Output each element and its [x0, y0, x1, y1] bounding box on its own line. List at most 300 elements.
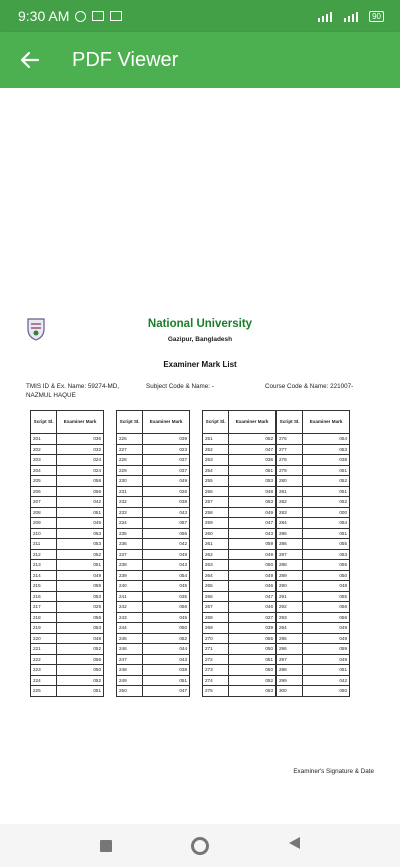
- examiner-mark: 032: [57, 444, 104, 455]
- script-sl: 271: [203, 644, 229, 655]
- script-sl: 217: [31, 602, 57, 613]
- examiner-mark: 053: [57, 591, 104, 602]
- script-sl: 218: [31, 612, 57, 623]
- script-sl: 212: [31, 549, 57, 560]
- examiner-mark: 056: [57, 612, 104, 623]
- table-row: [31, 602, 104, 613]
- examiner-mark: 051: [303, 465, 350, 476]
- examiner-mark: 027: [229, 612, 276, 623]
- examiner-mark: 038: [143, 497, 190, 508]
- table-row: [203, 434, 276, 445]
- table-row: [203, 612, 276, 623]
- examiner-mark: 052: [303, 476, 350, 487]
- table-row: [117, 623, 190, 634]
- script-sl: 296: [277, 644, 303, 655]
- examiner-name: NAZMUL HAQUE: [26, 392, 76, 399]
- examiner-mark: 046: [229, 581, 276, 592]
- script-sl: 293: [277, 612, 303, 623]
- examiner-mark: 049: [303, 633, 350, 644]
- table-row: [203, 507, 276, 518]
- script-sl: 233: [117, 507, 143, 518]
- script-sl: 252: [203, 444, 229, 455]
- script-sl: 261: [203, 539, 229, 550]
- table-row: [31, 570, 104, 581]
- table-row: [31, 591, 104, 602]
- script-sl: 238: [117, 560, 143, 571]
- script-sl: 268: [203, 612, 229, 623]
- script-sl: 235: [117, 528, 143, 539]
- examiner-mark: 036: [229, 455, 276, 466]
- table-row: [203, 539, 276, 550]
- table-row: [277, 476, 350, 487]
- table-row: [203, 455, 276, 466]
- table-row: [277, 612, 350, 623]
- examiner-mark: 050: [303, 686, 350, 697]
- examiner-mark: 045: [143, 612, 190, 623]
- list-title: Examiner Mark List: [163, 360, 237, 369]
- script-sl: 216: [31, 591, 57, 602]
- examiner-mark: 044: [143, 644, 190, 655]
- examiner-mark: 054: [303, 434, 350, 445]
- examiner-mark: 037: [143, 455, 190, 466]
- table-row: [203, 654, 276, 665]
- table-row: [203, 528, 276, 539]
- table-row: [277, 633, 350, 644]
- table-row: [277, 465, 350, 476]
- examiner-mark: 058: [57, 476, 104, 487]
- mark-table: [116, 410, 190, 697]
- table-row: [31, 507, 104, 518]
- examiner-info: [26, 382, 119, 400]
- script-sl: 287: [277, 549, 303, 560]
- script-sl: 264: [203, 570, 229, 581]
- circle-icon: [191, 837, 209, 855]
- script-sl: 280: [277, 476, 303, 487]
- examiner-mark: 056: [303, 612, 350, 623]
- script-sl: 298: [277, 665, 303, 676]
- examiner-mark: 049: [229, 549, 276, 560]
- script-sl: 255: [203, 476, 229, 487]
- battery-icon: [369, 11, 384, 22]
- examiner-mark: 053: [303, 444, 350, 455]
- examiner-mark: 023: [143, 444, 190, 455]
- table-row: [117, 465, 190, 476]
- signal-icon: [317, 10, 337, 22]
- script-sl: 204: [31, 465, 57, 476]
- examiner-mark: 055: [303, 539, 350, 550]
- script-sl: 273: [203, 665, 229, 676]
- examiner-mark: 042: [303, 675, 350, 686]
- table-row: [31, 581, 104, 592]
- script-sl: 288: [277, 560, 303, 571]
- notification-icon: [92, 11, 104, 21]
- table-row: [31, 612, 104, 623]
- examiner-mark: 059: [57, 581, 104, 592]
- triangle-back-icon: [288, 836, 301, 850]
- table-row: [203, 444, 276, 455]
- examiner-mark: 037: [143, 465, 190, 476]
- script-sl: 219: [31, 623, 57, 634]
- table-row: [277, 560, 350, 571]
- script-sl: 300: [277, 686, 303, 697]
- script-sl: 263: [203, 560, 229, 571]
- examiner-mark: 056: [143, 602, 190, 613]
- examiner-mark: 053: [229, 476, 276, 487]
- examiner-mark: 043: [143, 507, 190, 518]
- script-sl: 267: [203, 602, 229, 613]
- script-sl: 236: [117, 539, 143, 550]
- examiner-mark: 051: [143, 675, 190, 686]
- column-header-mark: Examiner Mark: [143, 411, 190, 434]
- examiner-mark: 052: [57, 644, 104, 655]
- examiner-mark: 047: [229, 518, 276, 529]
- status-time: 9:30 AM: [18, 8, 70, 24]
- examiner-mark: 038: [143, 665, 190, 676]
- table-row: [277, 602, 350, 613]
- tmis-label: TMIS ID & Ex. Name: 59274-MD,: [26, 383, 120, 390]
- examiner-mark: 047: [143, 686, 190, 697]
- examiner-mark: 059: [303, 644, 350, 655]
- table-row: [277, 581, 350, 592]
- examiner-mark: 035: [143, 591, 190, 602]
- signature-label: Examiner's Signature & Date: [293, 768, 374, 775]
- mark-table: [276, 410, 350, 697]
- script-sl: 290: [277, 581, 303, 592]
- script-sl: 284: [277, 518, 303, 529]
- table-row: [117, 665, 190, 676]
- table-row: [203, 518, 276, 529]
- table-row: [117, 518, 190, 529]
- subject-label: Subject Code & Name: -: [146, 383, 214, 390]
- recents-button[interactable]: [100, 840, 112, 852]
- script-sl: 241: [117, 591, 143, 602]
- examiner-mark: 050: [229, 560, 276, 571]
- examiner-mark: 039: [143, 434, 190, 445]
- table-row: [277, 444, 350, 455]
- examiner-mark: 052: [229, 675, 276, 686]
- script-sl: 251: [203, 434, 229, 445]
- script-sl: 220: [31, 633, 57, 644]
- script-sl: 246: [117, 644, 143, 655]
- table-row: [277, 644, 350, 655]
- examiner-mark: 048: [57, 633, 104, 644]
- table-row: [31, 623, 104, 634]
- script-sl: 269: [203, 623, 229, 634]
- examiner-mark: 043: [143, 560, 190, 571]
- examiner-mark: 045: [143, 581, 190, 592]
- examiner-mark: 039: [229, 623, 276, 634]
- examiner-mark: 049: [229, 507, 276, 518]
- examiner-mark: 051: [57, 560, 104, 571]
- script-sl: 254: [203, 465, 229, 476]
- table-row: [117, 434, 190, 445]
- script-sl: 278: [277, 455, 303, 466]
- table-row: [203, 675, 276, 686]
- table-row: [117, 455, 190, 466]
- examiner-mark: 053: [229, 686, 276, 697]
- examiner-mark: 057: [143, 518, 190, 529]
- examiner-mark: 056: [303, 560, 350, 571]
- table-row: [31, 654, 104, 665]
- mark-table: [30, 410, 104, 697]
- table-row: [203, 549, 276, 560]
- table-row: [117, 497, 190, 508]
- examiner-mark: 055: [303, 591, 350, 602]
- examiner-mark: 042: [143, 539, 190, 550]
- script-sl: 256: [203, 486, 229, 497]
- examiner-mark: 051: [229, 465, 276, 476]
- table-row: [277, 497, 350, 508]
- script-sl: 226: [117, 434, 143, 445]
- script-sl: 248: [117, 665, 143, 676]
- script-sl: 242: [117, 602, 143, 613]
- examiner-mark: 046: [229, 602, 276, 613]
- examiner-mark: 029: [57, 602, 104, 613]
- course-label: Course Code & Name: 221007-: [265, 383, 354, 390]
- pdf-page[interactable]: [0, 88, 400, 824]
- table-row: [117, 507, 190, 518]
- table-row: [117, 560, 190, 571]
- script-sl: 234: [117, 518, 143, 529]
- script-sl: 229: [117, 465, 143, 476]
- arrow-left-icon: [20, 50, 40, 70]
- script-sl: 230: [117, 476, 143, 487]
- script-sl: 291: [277, 591, 303, 602]
- examiner-mark: 048: [303, 581, 350, 592]
- script-sl: 272: [203, 654, 229, 665]
- examiner-mark: 050: [229, 665, 276, 676]
- table-row: [277, 528, 350, 539]
- script-sl: 240: [117, 581, 143, 592]
- table-row: [203, 591, 276, 602]
- script-sl: 228: [117, 455, 143, 466]
- script-sl: 258: [203, 507, 229, 518]
- script-sl: 211: [31, 539, 57, 550]
- script-sl: 225: [31, 686, 57, 697]
- notification-icon-2: [110, 11, 122, 21]
- script-sl: 244: [117, 623, 143, 634]
- table-row: [117, 612, 190, 623]
- column-header-script: Script Sl.: [117, 411, 143, 434]
- examiner-mark: 053: [57, 528, 104, 539]
- examiner-mark: 055: [229, 633, 276, 644]
- table-row: [203, 581, 276, 592]
- script-sl: 214: [31, 570, 57, 581]
- table-row: [31, 465, 104, 476]
- table-row: [117, 675, 190, 686]
- script-sl: 281: [277, 486, 303, 497]
- script-sl: 202: [31, 444, 57, 455]
- examiner-mark: 050: [303, 570, 350, 581]
- script-sl: 201: [31, 434, 57, 445]
- examiner-mark: 049: [303, 623, 350, 634]
- script-sl: 210: [31, 528, 57, 539]
- table-row: [31, 644, 104, 655]
- examiner-mark: 052: [57, 549, 104, 560]
- university-location: Gazipur, Bangladesh: [167, 336, 233, 343]
- signal-icon-2: [343, 10, 363, 22]
- alarm-icon: [75, 11, 86, 22]
- table-row: [277, 434, 350, 445]
- script-sl: 213: [31, 560, 57, 571]
- table-row: [203, 686, 276, 697]
- table-row: [117, 654, 190, 665]
- examiner-mark: 052: [143, 633, 190, 644]
- table-row: [277, 518, 350, 529]
- table-row: [31, 528, 104, 539]
- script-sl: 223: [31, 665, 57, 676]
- table-row: [277, 591, 350, 602]
- script-sl: 250: [117, 686, 143, 697]
- script-sl: 260: [203, 528, 229, 539]
- table-row: [203, 602, 276, 613]
- script-sl: 247: [117, 654, 143, 665]
- examiner-mark: 050: [143, 623, 190, 634]
- examiner-mark: 051: [303, 486, 350, 497]
- table-row: [203, 476, 276, 487]
- table-row: [277, 665, 350, 676]
- script-sl: 294: [277, 623, 303, 634]
- examiner-mark: 052: [303, 497, 350, 508]
- script-sl: 231: [117, 486, 143, 497]
- back-button[interactable]: [0, 32, 60, 88]
- table-row: [277, 549, 350, 560]
- table-row: [117, 539, 190, 550]
- table-row: [117, 528, 190, 539]
- examiner-mark: 050: [229, 644, 276, 655]
- script-sl: 283: [277, 507, 303, 518]
- script-sl: 270: [203, 633, 229, 644]
- table-row: [277, 455, 350, 466]
- examiner-mark: 051: [303, 665, 350, 676]
- script-sl: 227: [117, 444, 143, 455]
- column-header-mark: Examiner Mark: [229, 411, 276, 434]
- script-sl: 286: [277, 539, 303, 550]
- examiner-mark: 049: [143, 476, 190, 487]
- table-row: [203, 623, 276, 634]
- table-row: [277, 675, 350, 686]
- table-row: [117, 686, 190, 697]
- table-row: [31, 518, 104, 529]
- examiner-mark: 043: [229, 528, 276, 539]
- table-row: [203, 486, 276, 497]
- examiner-mark: 024: [57, 465, 104, 476]
- script-sl: 209: [31, 518, 57, 529]
- table-row: [31, 486, 104, 497]
- table-row: [31, 665, 104, 676]
- examiner-mark: 053: [57, 623, 104, 634]
- script-sl: 299: [277, 675, 303, 686]
- script-sl: 279: [277, 465, 303, 476]
- table-row: [31, 539, 104, 550]
- examiner-mark: 054: [303, 518, 350, 529]
- script-sl: 285: [277, 528, 303, 539]
- script-sl: 221: [31, 644, 57, 655]
- table-row: [31, 675, 104, 686]
- script-sl: 245: [117, 633, 143, 644]
- app-bar: [0, 32, 400, 88]
- table-row: [31, 549, 104, 560]
- examiner-mark: 051: [229, 654, 276, 665]
- examiner-mark: 052: [229, 434, 276, 445]
- table-row: [203, 665, 276, 676]
- examiner-mark: 053: [57, 539, 104, 550]
- examiner-mark: 036: [57, 434, 104, 445]
- script-sl: 266: [203, 591, 229, 602]
- examiner-mark: 049: [303, 654, 350, 665]
- examiner-mark: 038: [303, 455, 350, 466]
- script-sl: 277: [277, 444, 303, 455]
- script-sl: 259: [203, 518, 229, 529]
- examiner-mark: 051: [303, 528, 350, 539]
- table-row: [117, 602, 190, 613]
- examiner-mark: 054: [143, 570, 190, 581]
- examiner-mark: 056: [143, 528, 190, 539]
- script-sl: 224: [31, 675, 57, 686]
- examiner-mark: 053: [303, 549, 350, 560]
- table-row: [117, 644, 190, 655]
- examiner-mark: 053: [229, 497, 276, 508]
- table-row: [117, 591, 190, 602]
- table-row: [277, 686, 350, 697]
- examiner-mark: 047: [229, 444, 276, 455]
- mark-tables: [30, 410, 366, 741]
- table-row: [203, 644, 276, 655]
- column-header-mark: Examiner Mark: [57, 411, 104, 434]
- battery-level: 90: [372, 11, 381, 21]
- script-sl: 295: [277, 633, 303, 644]
- table-row: [277, 623, 350, 634]
- table-row: [203, 633, 276, 644]
- script-sl: 206: [31, 486, 57, 497]
- examiner-mark: 052: [57, 675, 104, 686]
- examiner-mark: 049: [143, 549, 190, 560]
- script-sl: 262: [203, 549, 229, 560]
- script-sl: 292: [277, 602, 303, 613]
- script-sl: 232: [117, 497, 143, 508]
- examiner-mark: 043: [143, 654, 190, 665]
- examiner-mark: 051: [57, 507, 104, 518]
- examiner-mark: 000: [303, 507, 350, 518]
- table-row: [31, 686, 104, 697]
- status-bar: [0, 0, 400, 32]
- square-icon: [100, 840, 112, 852]
- examiner-mark: 049: [57, 570, 104, 581]
- nav-bar: [0, 824, 400, 867]
- examiner-mark: 045: [57, 518, 104, 529]
- script-sl: 274: [203, 675, 229, 686]
- table-row: [117, 570, 190, 581]
- table-row: [117, 633, 190, 644]
- nav-back-button[interactable]: [288, 836, 301, 855]
- examiner-mark: 056: [57, 654, 104, 665]
- table-row: [31, 633, 104, 644]
- mark-table: [202, 410, 276, 697]
- script-sl: 203: [31, 455, 57, 466]
- column-header-script: Script Sl.: [277, 411, 303, 434]
- table-row: [31, 434, 104, 445]
- table-row: [117, 486, 190, 497]
- examiner-mark: 026: [143, 486, 190, 497]
- script-sl: 239: [117, 570, 143, 581]
- examiner-mark: 059: [229, 539, 276, 550]
- home-button[interactable]: [191, 837, 209, 855]
- script-sl: 289: [277, 570, 303, 581]
- table-row: [203, 570, 276, 581]
- column-header-script: Script Sl.: [203, 411, 229, 434]
- table-row: [31, 560, 104, 571]
- examiner-mark: 047: [229, 591, 276, 602]
